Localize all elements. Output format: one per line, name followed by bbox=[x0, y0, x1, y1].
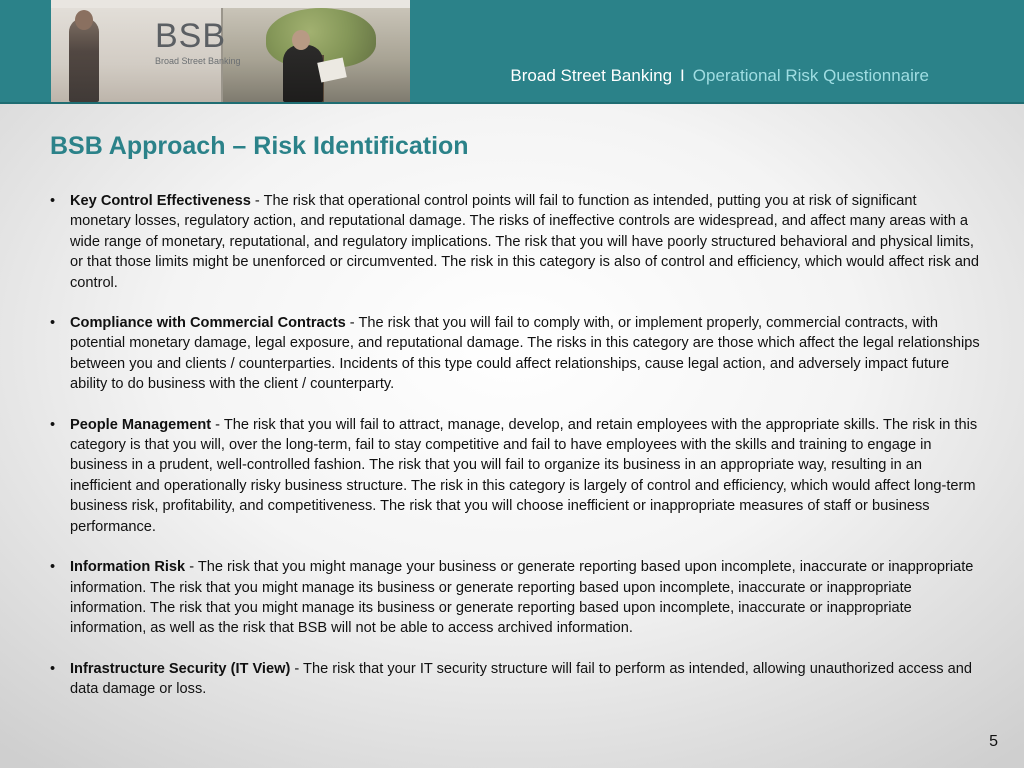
risk-bullet-list bbox=[50, 191, 980, 720]
slide-title: BSB Approach – Risk Identification bbox=[50, 132, 469, 160]
bullet-dot: • bbox=[50, 315, 56, 332]
bullet-dot: • bbox=[50, 660, 56, 677]
bullet-text: - The risk that you will fail to comply with, or implement properly, commercial contracts, with potential monetary damage, legal exposure, and reputational damage. The risks in this category are those which affect the legal relationships between you and clients / counterparties. Incidents of this type could affect relationships, cause legal action, and adversely impact future ability to do business with the client / counterparty. bbox=[70, 315, 980, 393]
bullet-text: - The risk that operational control points will fail to function as intended, putting you at risk of significant monetary losses, regulatory action, and reputational damage. The risks of ineffective controls are widespread, and affect many areas with a wide range of monetary, reputational, and regulatory implications. The risk that you will have poorly structured behavioral and physical limits, or that those limits might be unenforced or circumvented. The risk in this category is also of control and efficiency, which would affect risk and control. bbox=[70, 193, 980, 291]
bullet-term: Compliance with Commercial Contracts bbox=[70, 315, 346, 332]
bullet-text: - The risk that your IT security structure will fail to perform as intended, allowing unauthorized access and data damage or loss. bbox=[70, 660, 972, 698]
bullet-key-control bbox=[50, 191, 980, 293]
header-bar bbox=[0, 0, 1024, 102]
header-divider bbox=[0, 102, 1024, 104]
bullet-text: - The risk that you will fail to attract, manage, develop, and retain employees with the appropriate skills. The risk in this category is that you will, over the long-term, fail to stay competitive and fail to have employees with the skills and training to engage in business in a prudent, well-controlled fashion. The risk that you will fail to organize its business in an appropriate way, resulting in an inefficient and operationally risky business structure. The risk in this category is largely of control and efficiency, which would affect long-term business risk, profitability, and competitiveness. The risk that you will choose inefficient or inappropriate measures of staff or business performance. bbox=[70, 416, 978, 535]
bullet-infrastructure-security bbox=[50, 659, 980, 700]
bullet-dot: • bbox=[50, 559, 56, 576]
bullet-information-risk bbox=[50, 557, 980, 639]
bsb-logo bbox=[155, 18, 241, 66]
bullet-term: Key Control Effectiveness bbox=[70, 193, 251, 209]
bullet-people-management bbox=[50, 415, 980, 537]
bullet-dot: • bbox=[50, 416, 56, 433]
bullet-term: Information Risk bbox=[70, 559, 186, 576]
header-photo bbox=[51, 0, 410, 102]
bullet-term: People Management bbox=[70, 416, 212, 433]
bullet-term: Infrastructure Security (IT View) bbox=[70, 660, 291, 677]
header-title bbox=[510, 66, 929, 86]
logo-text: BSB bbox=[155, 17, 227, 55]
bullet-text: - The risk that you might manage your business or generate reporting based upon incomplete, inaccurate or inappropriate information. The risk that you might manage its business or generate reporting based upon incomplete, inaccurate or inappropriate information. The risk that you might manage its business or generate reporting based upon incomplete, inaccurate or inappropriate information, as well as the risk that BSB will not be able to access archived information. bbox=[70, 559, 974, 637]
bullet-compliance bbox=[50, 313, 980, 395]
title-separator: I bbox=[680, 66, 685, 85]
logo-subtext: Broad Street Banking bbox=[155, 56, 241, 66]
brand-name: Broad Street Banking bbox=[510, 66, 673, 85]
bullet-dot: • bbox=[50, 193, 56, 209]
page-number: 5 bbox=[989, 733, 998, 750]
presentation-subtitle: Operational Risk Questionnaire bbox=[692, 66, 929, 85]
